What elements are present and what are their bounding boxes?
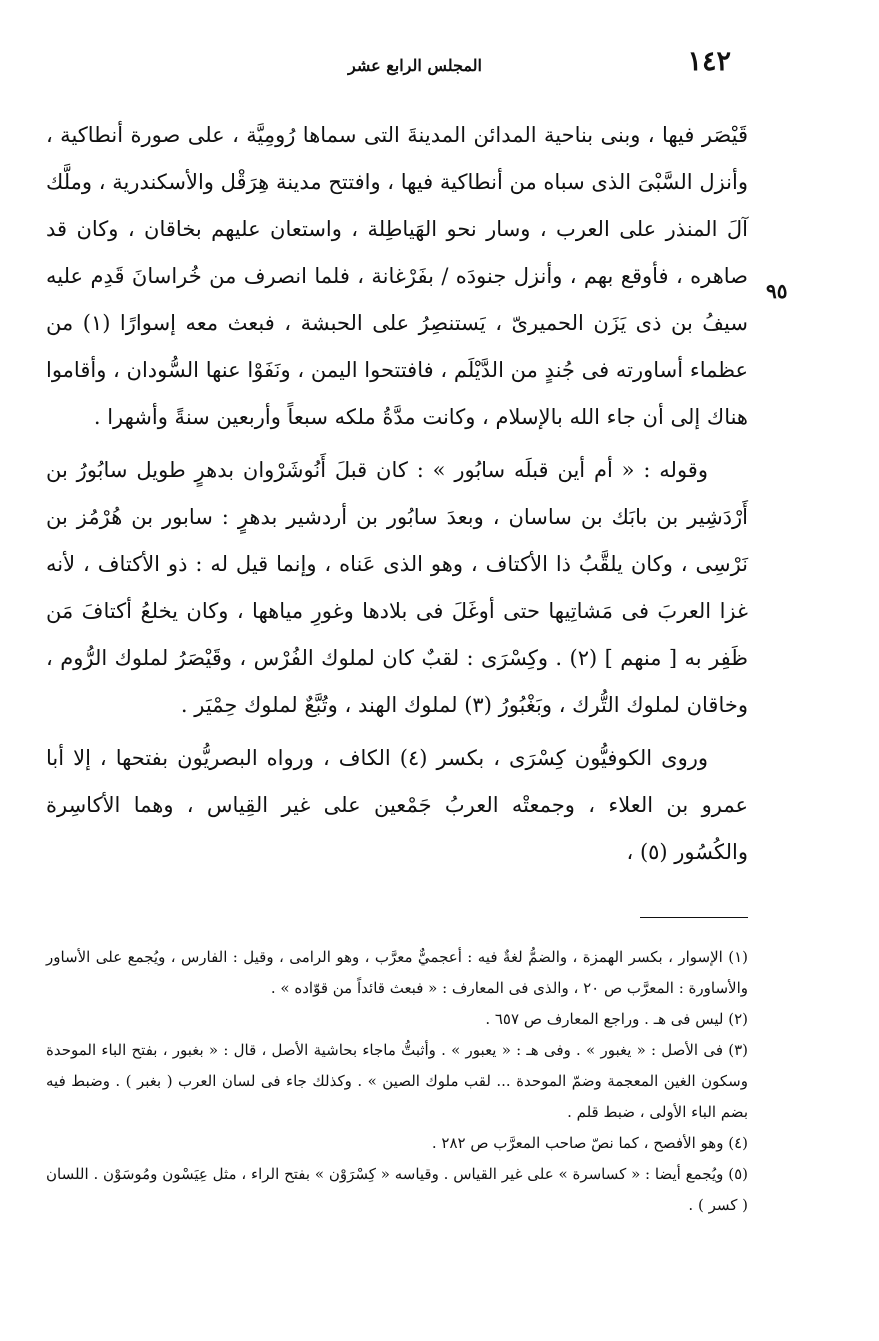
footnote: (٢) ليس فى هـ . وراجع المعارف ص ٦٥٧ . — [485, 1010, 748, 1028]
footnote: (٥) ويُجمع أيضا : « كساسرة » على غير القياس . وقياسه « كِسْرَوْن » بفتح الراء ، مثل عِيَسْون ومُوسَوْن . اللسان ( كسر ) . — [46, 1165, 748, 1214]
footnote-separator — [640, 917, 748, 918]
footnote: (٤) وهو الأفصح ، كما نصّ صاحب المعرَّب ص ٢٨٢ . — [431, 1134, 748, 1152]
footnote: (١) الإسوار ، بكسر الهمزة ، والضمُّ لغةٌ فيه : أعجميٌّ معرَّب ، وهو الرامى ، وقيل : الفارس ، ويُجمع على الأساور والأساورة : المعرَّب ص ٢٠ ، والذى فى المعارف : « فبعث قائداً من قوّاده » . — [46, 948, 748, 997]
running-head: المجلس الرابع عشر — [348, 56, 482, 75]
paragraph: قَيْصَر فيها ، وبنى بناحية المدائن المدينةَ التى سماها رُومِيَّة ، على صورة أنطاكية ، وأنزل السَّبْىَ الذى سباه من أنطاكية فيها ، وافتتح مدينة هِرَقْل والأسكندرية ، وملَّك آلَ المنذر على العرب ، وسار نحو الهَياطِلة ، واستعان عليهم بخاقان ، وكان قد صاهره ، فأوقع بهم ، وأنزل جنودَه / بفَرْغانة ، فلما انصرف من خُراسانَ قَدِم عليه سيفُ بن ذى يَزَن الحميرىّ ، يَستنصِرُ على الحبشة ، فبعث معه إسوارًا (١) من عظماء أساورته فى جُندٍ من الدَّيْلَم ، فافتتحوا اليمن ، ونَفَوْا عنها السُّودان ، وأقاموا هناك إلى أن جاء الله بالإسلام ، وكانت مدَّةُ ملكه سبعاً وأربعين سنةً وأشهرا . — [46, 123, 748, 429]
paragraph: وقوله : « أم أين قبلَه سابُور » : كان قبلَ أَنُوشَرْوان بدهرٍ طويل سابُورُ بن أَرْدَشِير بن بابَك بن ساسان ، وبعدَ سابُور بن أردشير بدهرٍ : سابور بن هُرْمُز بن نَرْسِى ، وكان يلقَّبُ ذا الأكتاف ، وهو الذى عَناه ، وإنما قيل له : ذو الأكتاف ، لأنه غزا العربَ فى مَشاتِيها حتى أوغَلَ فى بلادها وغورِ مياهها ، وكان يخلعُ أكتافَ مَن ظَفِر به [ منهم ] (٢) . وكِسْرَى : لقبٌ كان لملوك الفُرْس ، وقَيْصَرُ لملوك الرُّوم ، وخاقان لملوك التُّرك ، وبَغْبُورُ (٣) لملوك الهند ، وتُبَّعٌ لملوك حِمْيَر . — [46, 458, 748, 717]
footnote: (٣) فى الأصل : « يغبور » . وفى هـ : « يعبور » . وأثبتُّ ماجاء بحاشية الأصل ، قال : « بغبور ، بفتح الباء الموحدة وسكون الغين المعجمة وضمّ الموحدة ... لقب ملوك الصين » . وكذلك جاء فى لسان العرب ( بغبر ) . وضبط فيه بضم الباء الأولى ، ضبط قلم . — [46, 1041, 748, 1121]
margin-page-reference: ٩٥ — [766, 279, 788, 303]
footnotes — [46, 942, 748, 1221]
page-number: ١٤٢ — [687, 46, 731, 77]
main-text — [46, 112, 748, 882]
paragraph: وروى الكوفيُّون كِسْرَى ، بكسر (٤) الكاف ، ورواه البصريُّون بفتحها ، إلا أبا عمرو بن العلاء ، وجمعتْه العربُ جَمْعين على غير القِياس ، وهما الأكاسِرة والكُسُور (٥) ، — [46, 746, 748, 864]
